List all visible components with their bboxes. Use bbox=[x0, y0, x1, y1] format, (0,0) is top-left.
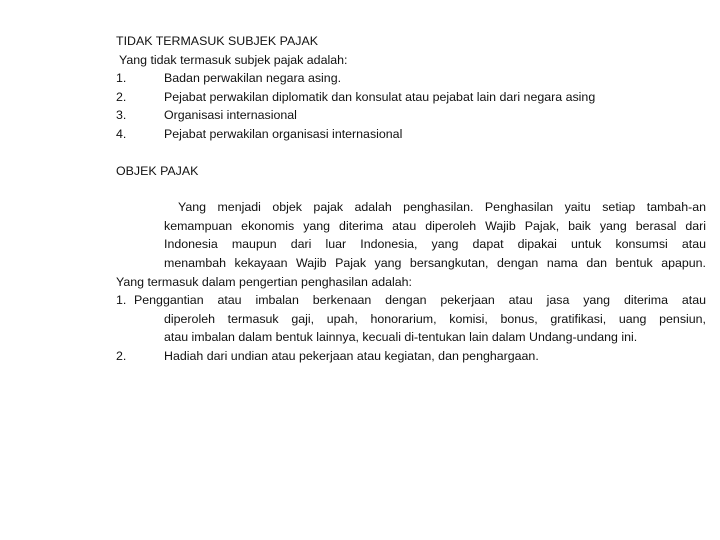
list-item-number: 2. bbox=[116, 89, 127, 104]
objek-pajak-paragraph bbox=[116, 198, 706, 272]
list-item-number: 4. bbox=[116, 126, 127, 141]
paragraph-line: Indonesia maupun dari luar Indonesia, yang dapat dipakai untuk konsumsi atau bbox=[164, 237, 706, 252]
penghasilan-intro: Yang termasuk dalam pengertian penghasilan adalah: bbox=[116, 274, 412, 289]
paragraph-line: Yang menjadi objek pajak adalah penghasilan. Penghasilan yaitu setiap tambah-an bbox=[178, 200, 706, 215]
list-item-number: 1. bbox=[116, 71, 127, 86]
list-item bbox=[116, 125, 706, 144]
list-item bbox=[116, 88, 706, 107]
list-item bbox=[116, 69, 706, 88]
paragraph-line: menambah kekayaan Wajib Pajak yang bersangkutan, dengan nama dan bentuk apapun. bbox=[164, 255, 706, 270]
list-item-number: 1. bbox=[116, 293, 127, 308]
list-item-text: Hadiah dari undian atau pekerjaan atau kegiatan, dan penghargaan. bbox=[164, 348, 539, 363]
list-item-continuation: diperoleh termasuk gaji, upah, honorarium, komisi, bonus, gratifikasi, uang pensiun, bbox=[164, 311, 706, 326]
section-intro: Yang tidak termasuk subjek pajak adalah: bbox=[119, 52, 348, 67]
list-item-number: 3. bbox=[116, 108, 127, 123]
list-item-text: Pejabat perwakilan diplomatik dan konsulat atau pejabat lain dari negara asing bbox=[164, 89, 596, 104]
list-item-text: Organisasi internasional bbox=[164, 108, 297, 123]
list-item bbox=[116, 347, 706, 366]
list-item bbox=[116, 106, 706, 125]
paragraph-line: kemampuan ekonomis yang diterima atau diperoleh Wajib Pajak, baik yang berasal dari bbox=[164, 218, 706, 233]
section-title-objek-pajak: OBJEK PAJAK bbox=[116, 163, 199, 178]
list-item-continuation: atau imbalan dalam bentuk lainnya, kecuali di-tentukan lain dalam Undang-undang ini. bbox=[164, 330, 638, 345]
list-item bbox=[116, 291, 706, 347]
list-item-text: Penggantian atau imbalan berkenaan dengan pekerjaan atau jasa yang diterima atau bbox=[134, 293, 706, 308]
list-item-text: Pejabat perwakilan organisasi internasional bbox=[164, 126, 403, 141]
document-body bbox=[116, 32, 706, 366]
section-title-tidak-termasuk: TIDAK TERMASUK SUBJEK PAJAK bbox=[116, 34, 318, 48]
list-item-text: Badan perwakilan negara asing. bbox=[164, 71, 342, 86]
list-item-number: 2. bbox=[116, 348, 127, 363]
